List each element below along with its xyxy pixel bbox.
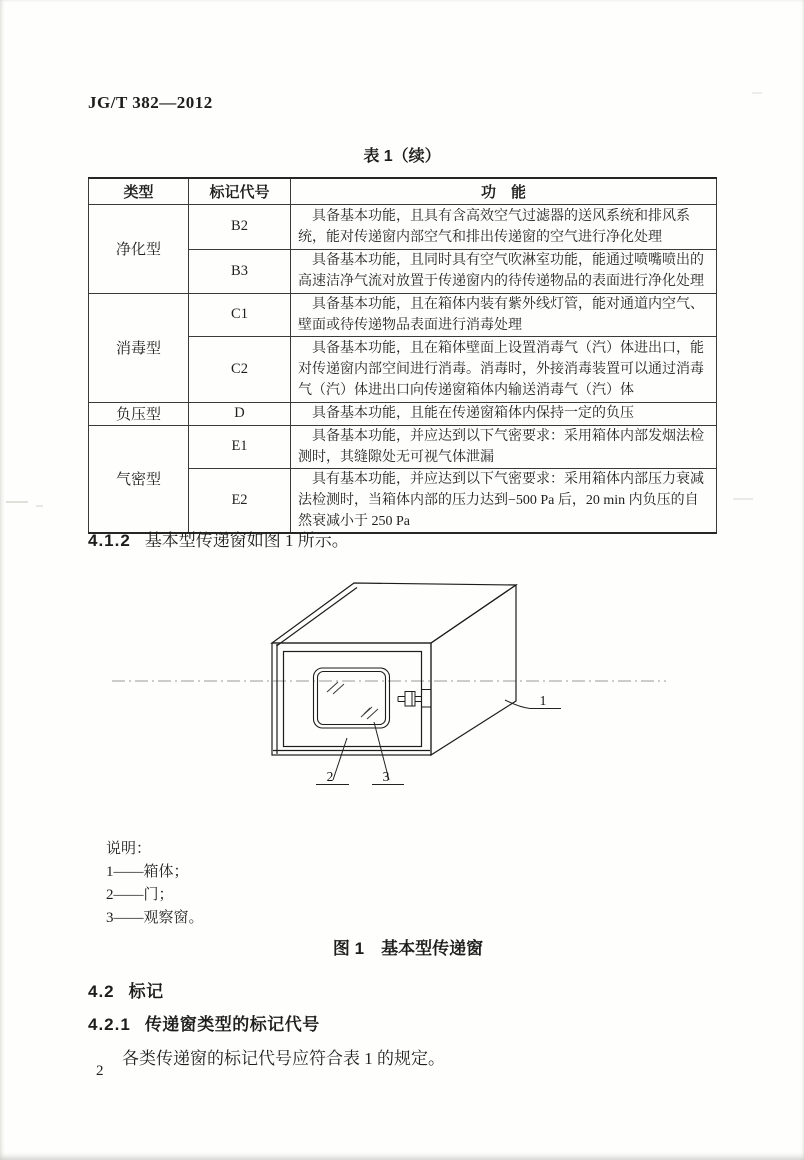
- type-cell-disinfection: 消毒型: [89, 293, 189, 402]
- code-cell-b3: B3: [189, 249, 291, 293]
- function-cell-d: 具备基本功能，且能在传递窗箱体内保持一定的负压: [291, 402, 717, 425]
- function-cell-e2: 具有基本功能，并应达到以下气密要求：采用箱体内部压力衰减法检测时，当箱体内部的压力达到−500 Pa 后，20 min 内负压的自然衰减小于 250 Pa: [291, 468, 717, 533]
- figure-callout-1: 1: [539, 693, 547, 708]
- code-cell-c1: C1: [189, 293, 291, 336]
- clause-4-1-2: [88, 526, 349, 551]
- types-table: [88, 177, 717, 534]
- clause-4-2-number: 4.2: [88, 982, 115, 1001]
- clause-4-2-title: 标记: [128, 982, 164, 1001]
- function-cell-c2: 具备基本功能，且在箱体壁面上设置消毒气（汽）体进出口，能对传递窗内部空间进行消毒。消毒时，外接消毒装置可以通过消毒气（汽）体进出口向传递窗箱体内输送消毒气（汽）体: [291, 336, 717, 402]
- table-title: 表 1（续）: [363, 148, 441, 165]
- type-cell-purification: 净化型: [89, 204, 189, 293]
- header-type: 类型: [89, 178, 189, 204]
- figure-1-drawing: [0, 552, 804, 832]
- function-cell-b3: 具备基本功能，且同时具有空气吹淋室功能，能通过喷嘴喷出的高速洁净气流对放置于传递窗内的待传递物品的表面进行净化处理: [291, 249, 717, 293]
- table-row: [89, 293, 717, 336]
- legend-title: 说明：: [106, 841, 152, 857]
- table-row: [89, 425, 717, 468]
- clause-4-2-1-number: 4.2.1: [88, 1015, 131, 1034]
- figure-caption: 图 1 基本型传递窗: [332, 939, 484, 958]
- body-paragraph: 各类传递窗的标记代号应符合表 1 的规定。: [122, 1049, 445, 1068]
- code-cell-e1: E1: [189, 425, 291, 468]
- figure-callout-2: 2: [326, 769, 334, 784]
- doc-code: JG/T 382—2012: [88, 93, 213, 112]
- table-row: [89, 402, 717, 425]
- clause-4-1-2-number: 4.1.2: [88, 531, 131, 550]
- header-code: 标记代号: [189, 178, 291, 204]
- table-row: [89, 204, 717, 249]
- scan-artifact: [36, 505, 43, 507]
- clause-4-1-2-text: 基本型传递窗如图 1 所示。: [144, 531, 349, 550]
- code-cell-c2: C2: [189, 336, 291, 402]
- header-function: 功 能: [291, 178, 717, 204]
- type-cell-airtight: 气密型: [89, 425, 189, 533]
- code-cell-d: D: [189, 402, 291, 425]
- function-cell-b2: 具备基本功能，且具有含高效空气过滤器的送风系统和排风系统，能对传递窗内部空气和排出传递窗的空气进行净化处理: [291, 204, 717, 249]
- figure-legend: [106, 838, 204, 930]
- function-cell-e1: 具备基本功能，并应达到以下气密要求：采用箱体内部发烟法检测时，其缝隙处无可视气体泄漏: [291, 425, 717, 468]
- clause-4-2-1-heading: [88, 1010, 320, 1035]
- page-number: 2: [96, 1063, 104, 1079]
- code-cell-e2: E2: [189, 468, 291, 533]
- clause-4-2-heading: [88, 977, 164, 1002]
- type-cell-negative-pressure: 负压型: [89, 402, 189, 425]
- code-cell-b2: B2: [189, 204, 291, 249]
- function-cell-c1: 具备基本功能，且在箱体内装有紫外线灯管，能对通道内空气、壁面或待传递物品表面进行消毒处理: [291, 293, 717, 336]
- scan-artifact: [6, 501, 28, 503]
- legend-item-box-body: 1——箱体；: [106, 864, 189, 880]
- scan-artifact: [733, 498, 753, 500]
- table-header-row: [89, 178, 717, 204]
- clause-4-2-1-title: 传递窗类型的标记代号: [144, 1015, 320, 1034]
- scan-artifact: [752, 92, 762, 94]
- figure-callout-3: 3: [382, 769, 390, 784]
- legend-item-door: 2——门；: [106, 887, 174, 903]
- legend-item-observation-window: 3——观察窗。: [106, 910, 204, 926]
